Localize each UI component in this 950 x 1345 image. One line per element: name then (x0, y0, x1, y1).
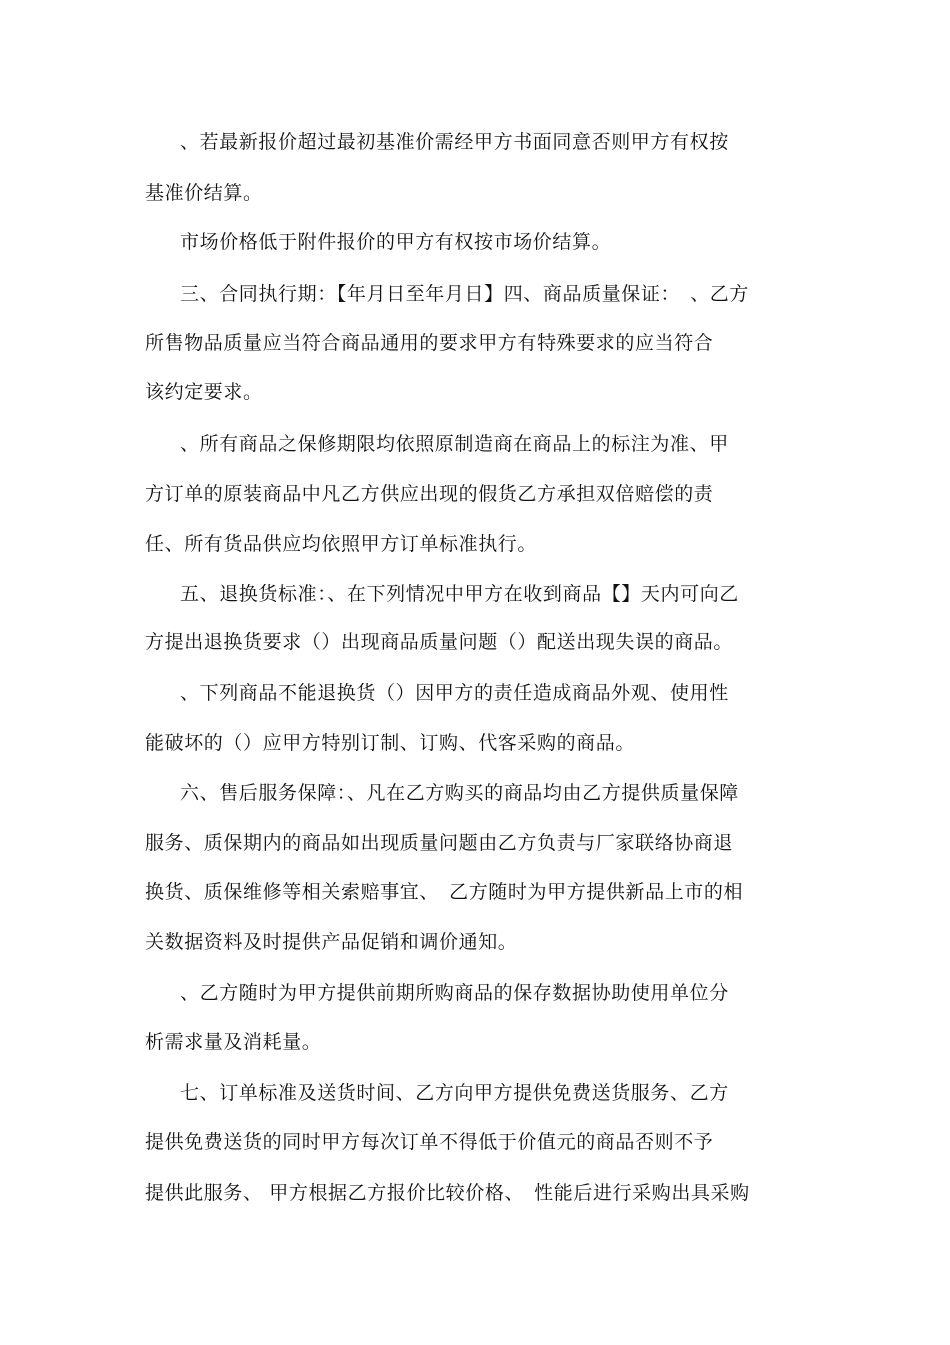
paragraph-line: 所售物品质量应当符合商品通用的要求甲方有特殊要求的应当符合 (145, 332, 714, 354)
paragraph-line: 、下列商品不能退换货（）因甲方的责任造成商品外观、使用性 (180, 682, 729, 704)
paragraph-line: 基准价结算。 (145, 182, 263, 204)
paragraph-line: 方订单的原装商品中凡乙方供应出现的假货乙方承担双倍赔偿的责 (145, 483, 714, 505)
paragraph-line: 提供免费送货的同时甲方每次订单不得低于价值元的商品否则不予 (145, 1131, 714, 1153)
paragraph-line: 任、所有货品供应均依照甲方订单标准执行。 (145, 533, 538, 555)
paragraph-line: 市场价格低于附件报价的甲方有权按市场价结算。 (180, 231, 612, 253)
paragraph-line: 该约定要求。 (145, 381, 263, 403)
paragraph-line: 析需求量及消耗量。 (145, 1031, 322, 1053)
paragraph-line: 能破坏的（）应甲方特别订制、订购、代客采购的商品。 (145, 732, 636, 754)
paragraph-line: 服务、质保期内的商品如出现质量问题由乙方负责与厂家联络协商退 (145, 832, 734, 854)
paragraph-line: 七、订单标准及送货时间、乙方向甲方提供免费送货服务、乙方 (180, 1082, 729, 1104)
paragraph-line: 、所有商品之保修期限均依照原制造商在商品上的标注为准、甲 (180, 433, 729, 455)
paragraph-line: 三、合同执行期：【年月日至年月日】四、商品质量保证： 、乙方 (180, 283, 750, 305)
paragraph-line: 提供此服务、 甲方根据乙方报价比较价格、 性能后进行采购出具采购 (145, 1182, 750, 1204)
paragraph-line: 换货、质保维修等相关索赔事宜、 乙方随时为甲方提供新品上市的相 (145, 881, 744, 903)
paragraph-line: 、乙方随时为甲方提供前期所购商品的保存数据协助使用单位分 (180, 982, 729, 1004)
paragraph-line: 方提出退换货要求（）出现商品质量问题（）配送出现失误的商品。 (145, 631, 734, 653)
paragraph-line: 六、售后服务保障：、凡在乙方购买的商品均由乙方提供质量保障 (180, 782, 739, 804)
paragraph-line: 、若最新报价超过最初基准价需经甲方书面同意否则甲方有权按 (180, 131, 729, 153)
paragraph-line: 五、退换货标准：、在下列情况中甲方在收到商品【】天内可向乙 (180, 583, 739, 605)
paragraph-line: 关数据资料及时提供产品促销和调价通知。 (145, 931, 518, 953)
